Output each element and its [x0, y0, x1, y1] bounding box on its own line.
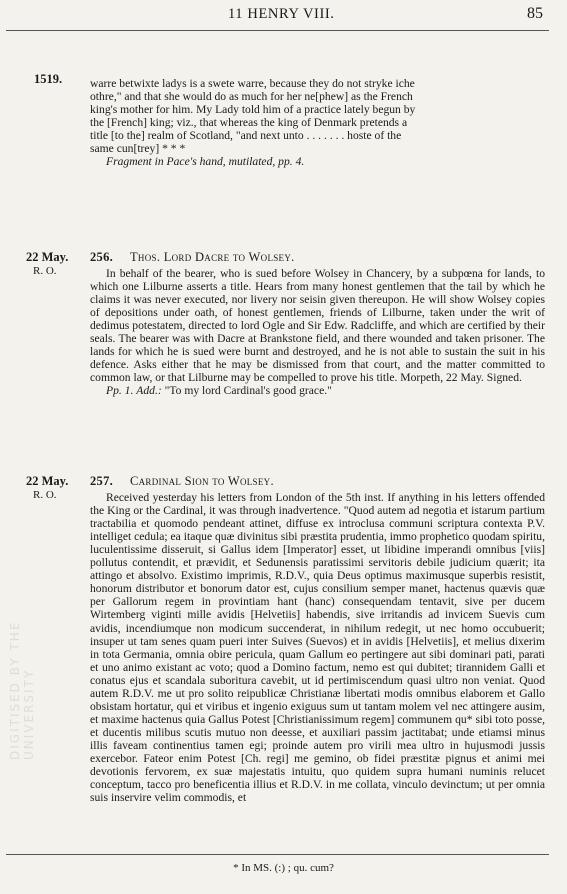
continuation-line: same cun[trey] * * *: [90, 142, 186, 156]
entry-number: 256.: [90, 250, 114, 264]
margin-date-256: 22 May.: [26, 250, 69, 264]
header-rule: [6, 30, 549, 31]
margin-source-257: R. O.: [33, 489, 57, 501]
entry-number: 257.: [90, 474, 114, 488]
entry-256: [90, 251, 545, 398]
continuation-block: [90, 77, 545, 168]
margin-date-257: 22 May.: [26, 474, 69, 488]
continuation-line: othre," and that she would do as much for her ne[phew] as the French: [90, 90, 413, 104]
page-number: 85: [527, 5, 543, 22]
entry-physical-note: [90, 384, 545, 397]
pages-label: Pp. 1.: [106, 384, 134, 398]
address-label: Add.:: [136, 384, 162, 398]
entry-heading: Cardinal Sion to Wolsey.: [130, 474, 274, 488]
footnote: * In MS. (:) ; qu. cum?: [233, 862, 334, 874]
continuation-line: title [to the] realm of Scotland, "and next unto . . . . . . . hoste of the: [90, 129, 402, 143]
running-header-title: 11 HENRY VIII.: [228, 6, 335, 22]
footnote-rule: [6, 854, 549, 855]
entry-body: Received yesterday his letters from London of the 5th inst. If anything in his letters offended the King or the Cardinal, it was through inadvertence. "Quod autem ad negotia et istarum partium tractabilia et quomodo pendeant attinet, diffuse ex introclusa communi scriptura contexta P.V. intelliget cedula; ea itaque quæ divinitus sibi præstita prudentia, immo prophetico quodam spiritu, luculentissime disseruit, si Gallus idem [Imperator] esset, ut libidine imperandi omnibus [viis] pollutus contendit, et prævidit, et Sedunensis paratissimi servitoris debile judicium quærit; ita attingo et absolvo. Existimo imprimis, R.D.V., quia Deus optimus maximusque superbis resistit, honorum distributor et bonorum dator est, cujus consilium semper manet, hactenus quævis quæ per Gallorum regem in provintiam hant (hanc) consequendam tentavit, sive per ducem Wirtemberg viginti mille avidis [Helvetiis] habendis, sive irritandis ad invicem Suevis cum avidis, incendiumque non modicum succenderat, in nihilum redegit, ut nec homo occubuerit; insuper ut tam senes quam pueri inter Suives (Suevos) et in avidis [Helvetiis], et melius dixerim in tota Germania, omnia obire pericula, quam Gallum eo pertingere aut sibi dominari pati, parati et uno animo existant ac voto; quod a Domino factum, nemo est qui dubitet; tirannidem Galli et conatus ejus et scandala suboritura cavebit, ut id pertimiscendum quasi ultro non veniat. Quod autem R.D.V. me ut pro solito reipublicæ Christianæ libertati modis omnibus elaborem et Gallo obsistam hortatur, qui et viribus et ingenio exiguus sum ut tantam molem vel nec attingere ausim, et maxime hactenus quia Gallus Potest [Christianissimum regem] communem qu* sibi toto posse, et ducentis milibus scutis mutuo non deesse, et auxiliari passim jactitabat; unde etiamsi minus illis faveam continentius tamen egi; proinde autem pro virili mea ultro in hujusmodi jussis exercebor. Fateor enim Potest [Ch. regi] me gemino, ob fidei præstitæ pignus et animi mei devotionis fervorem, ex suæ majestatis intuitu, quo quidem supra humani numinis relucet conceptum, tacco pro beneficentia illius et R.D.V. in me collata, vinculo devinctum; ut per omnia suis inservire velim commodis, et: [90, 491, 545, 805]
margin-source-256: R. O.: [33, 265, 57, 277]
margin-year: 1519.: [34, 72, 63, 86]
library-stamp-watermark: DIGITISED BY THE UNIVERSITY: [8, 620, 36, 760]
entry-body: In behalf of the bearer, who is sued before Wolsey in Chancery, by a subpœna for lands, to which one Lilburne asserts a title. Hears from many honest gentlemen that the tail by which he claims it was never executed, nor livery nor seisin given thereupon. He will show Wolsey copies of depositions under oath, of honest gentlemen, friends of Lilburne, taken under the writ of dedimus potestatem, directed to lord Ogle and Sir Edw. Radcliffe, and which are certified by their seals. The bearer was with Dacre at Brankstone field, and there wounded and taken prisoner. The lands for which he is sued were burnt and destroyed, and he is not able to sustain the suit in his defence. Asks either that he may be dismissed from that court, and the matter committed to common law, or that Lilburne may be compelled to prove his title. Morpeth, 22 May. Signed.: [90, 267, 545, 385]
continuation-line: warre betwixte ladys is a swete warre, because they do not stryke iche: [90, 77, 415, 90]
entry-257: [90, 475, 545, 804]
continuation-line: the [French] king; viz., that whereas the king of Denmark pretends a: [90, 116, 408, 130]
fragment-note: Fragment in Pace's hand, mutilated, pp. 4.: [106, 155, 305, 169]
continuation-line: king's mother for him. My Lady told him of a practice lately begun by: [90, 103, 416, 117]
address-text: "To my lord Cardinal's good grace.": [164, 384, 332, 398]
entry-heading: Thos. Lord Dacre to Wolsey.: [130, 250, 295, 264]
